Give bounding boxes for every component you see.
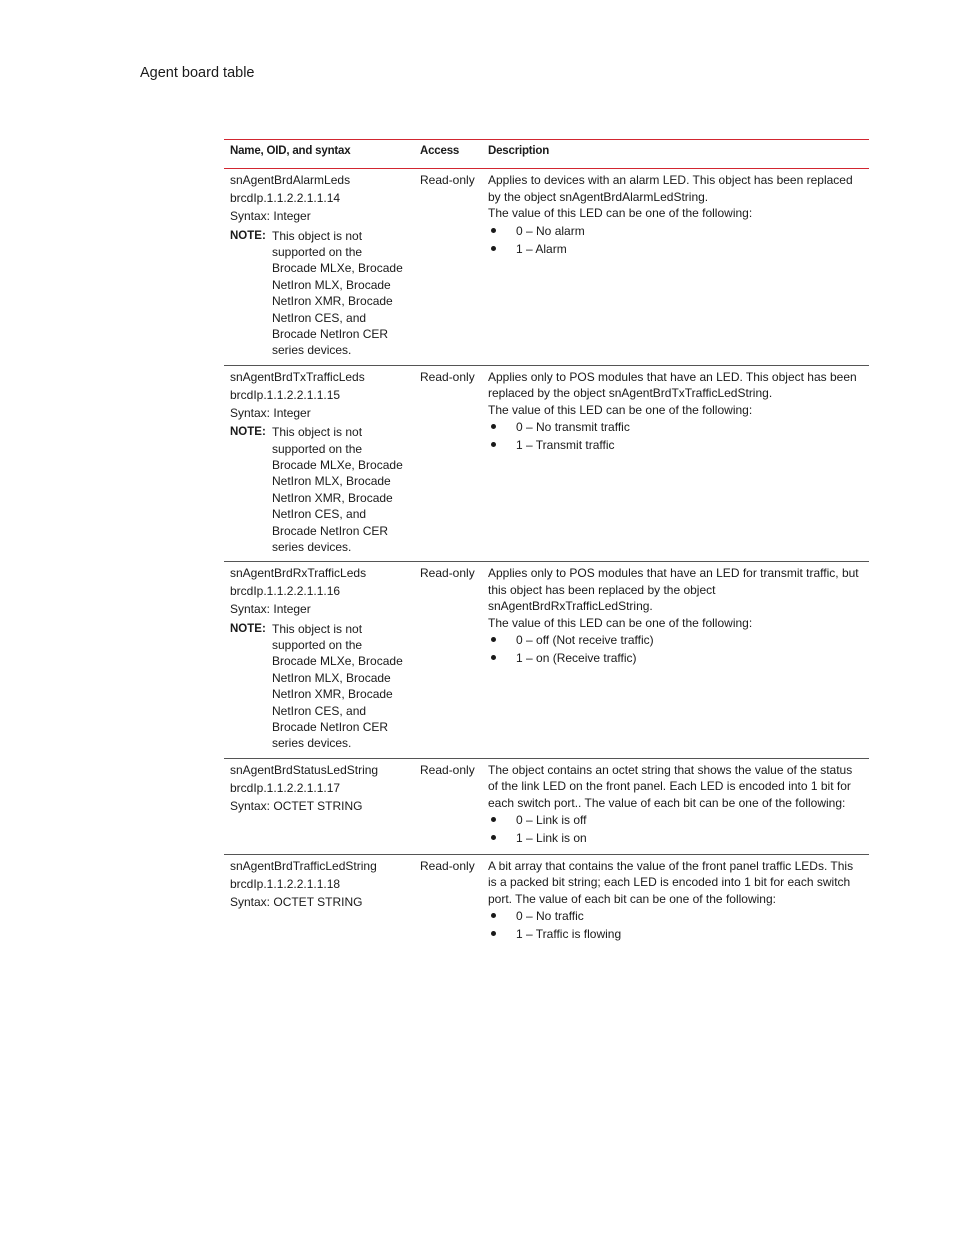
list-item — [488, 223, 863, 239]
table-row — [224, 169, 869, 365]
description-paragraph: A bit array that contains the value of the front panel traffic LEDs. This is a packed bit string; each LED is encoded into 1 bit for each switch port. The value of each bit can be one of the following: — [488, 858, 854, 906]
list-item — [488, 437, 863, 453]
cell-description — [482, 854, 869, 950]
note-label: NOTE: — [230, 229, 266, 242]
table-row — [224, 854, 869, 950]
note-block — [230, 228, 408, 359]
bullet-icon — [491, 442, 496, 447]
note-label: NOTE: — [230, 622, 266, 635]
value-list — [488, 223, 863, 257]
object-name: snAgentBrdStatusLedString — [230, 762, 379, 777]
column-header-access: Access — [414, 140, 482, 169]
list-item-text: 1 – Alarm — [516, 241, 567, 256]
note-block — [230, 621, 408, 752]
description-paragraph: Applies only to POS modules that have an LED. This object has been replaced by the object snAgentBrdTxTrafficLedString. — [488, 369, 857, 401]
list-item — [488, 632, 863, 648]
column-header-name: Name, OID, and syntax — [224, 140, 414, 169]
cell-access: Read-only — [414, 758, 482, 854]
object-syntax: Syntax: OCTET STRING — [230, 894, 363, 909]
value-list — [488, 419, 863, 453]
object-name: snAgentBrdTxTrafficLeds — [230, 369, 365, 384]
list-item-text: 1 – Link is on — [516, 830, 587, 845]
list-item-text: 1 – Traffic is flowing — [516, 926, 622, 941]
description-paragraph: Applies to devices with an alarm LED. This object has been replaced by the object snAgentBrdAlarmLedString. — [488, 173, 853, 204]
value-list — [488, 632, 863, 666]
note-text: This object is not supported on the Brocade MLXe, Brocade NetIron MLX, Brocade NetIron XMR, Brocade NetIron CES, and Brocade NetIron CER series devices. — [272, 425, 403, 554]
value-list — [488, 908, 863, 942]
list-item — [488, 908, 863, 924]
object-oid: brcdIp.1.1.2.2.1.1.16 — [230, 584, 341, 599]
bullet-icon — [491, 246, 496, 251]
object-oid: brcdIp.1.1.2.2.1.1.17 — [230, 780, 341, 795]
bullet-icon — [491, 931, 496, 936]
bullet-icon — [491, 228, 496, 233]
list-item — [488, 812, 863, 828]
bullet-icon — [491, 655, 496, 660]
list-item-text: 0 – No traffic — [516, 909, 584, 924]
cell-description — [482, 562, 869, 758]
table-row — [224, 365, 869, 561]
object-oid: brcdIp.1.1.2.2.1.1.18 — [230, 876, 341, 891]
description-paragraph: The value of this LED can be one of the following: — [488, 206, 753, 221]
list-item — [488, 650, 863, 666]
object-oid: brcdIp.1.1.2.2.1.1.14 — [230, 191, 341, 206]
object-name: snAgentBrdAlarmLeds — [230, 173, 351, 188]
cell-description — [482, 365, 869, 561]
description-paragraph: The object contains an octet string that shows the value of the status of the link LED on the front panel. Each LED is encoded into 1 bit for each switch port.. The value of each bit can be one of the following: — [488, 762, 853, 810]
note-label: NOTE: — [230, 426, 266, 439]
list-item-text: 0 – Link is off — [516, 813, 587, 828]
list-item-text: 1 – Transmit traffic — [516, 438, 615, 452]
list-item — [488, 241, 863, 257]
object-syntax: Syntax: Integer — [230, 209, 311, 224]
column-header-description: Description — [482, 140, 869, 169]
page-header-title: Agent board table — [140, 65, 255, 81]
bullet-icon — [491, 835, 496, 840]
object-syntax: Syntax: Integer — [230, 602, 311, 617]
cell-access: Read-only — [414, 169, 482, 365]
table-row — [224, 562, 869, 758]
note-text: This object is not supported on the Brocade MLXe, Brocade NetIron MLX, Brocade NetIron XMR, Brocade NetIron CES, and Brocade NetIron CER series devices. — [272, 621, 403, 751]
description-paragraph: Applies only to POS modules that have an LED for transmit traffic, but this object has been replaced by the object snAgentBrdRxTrafficLedString. — [488, 566, 859, 614]
cell-name-oid-syntax — [224, 365, 414, 561]
object-name: snAgentBrdTrafficLedString — [230, 858, 377, 873]
cell-access: Read-only — [414, 365, 482, 561]
list-item — [488, 419, 863, 435]
list-item — [488, 830, 863, 846]
note-text: This object is not supported on the Brocade MLXe, Brocade NetIron MLX, Brocade NetIron XMR, Brocade NetIron CES, and Brocade NetIron CER series devices. — [272, 228, 403, 358]
bullet-icon — [491, 637, 496, 642]
object-syntax: Syntax: Integer — [230, 405, 311, 420]
object-name: snAgentBrdRxTrafficLeds — [230, 566, 367, 581]
cell-access: Read-only — [420, 858, 475, 873]
bullet-icon — [491, 817, 496, 822]
object-oid: brcdIp.1.1.2.2.1.1.15 — [230, 387, 341, 402]
note-block — [230, 424, 408, 555]
cell-name-oid-syntax — [224, 169, 414, 365]
cell-name-oid-syntax — [224, 854, 414, 950]
list-item-text: 0 – No alarm — [516, 223, 585, 238]
description-paragraph: The value of this LED can be one of the following: — [488, 402, 753, 417]
bullet-icon — [491, 913, 496, 918]
list-item — [488, 926, 863, 942]
table-row — [224, 758, 869, 854]
table-header-row — [224, 140, 869, 169]
list-item-text: 0 – No transmit traffic — [516, 420, 630, 435]
cell-access: Read-only — [414, 562, 482, 758]
list-item-text: 0 – off (Not receive traffic) — [516, 632, 654, 647]
agent-board-table — [224, 139, 869, 950]
cell-name-oid-syntax — [224, 758, 414, 854]
description-paragraph: The value of this LED can be one of the following: — [488, 615, 753, 630]
object-syntax: Syntax: OCTET STRING — [230, 798, 363, 813]
bullet-icon — [491, 424, 496, 429]
table-body — [224, 169, 869, 950]
list-item-text: 1 – on (Receive traffic) — [516, 650, 637, 665]
cell-description — [482, 758, 869, 854]
cell-name-oid-syntax — [224, 562, 414, 758]
value-list — [488, 812, 863, 846]
cell-description — [482, 169, 869, 365]
